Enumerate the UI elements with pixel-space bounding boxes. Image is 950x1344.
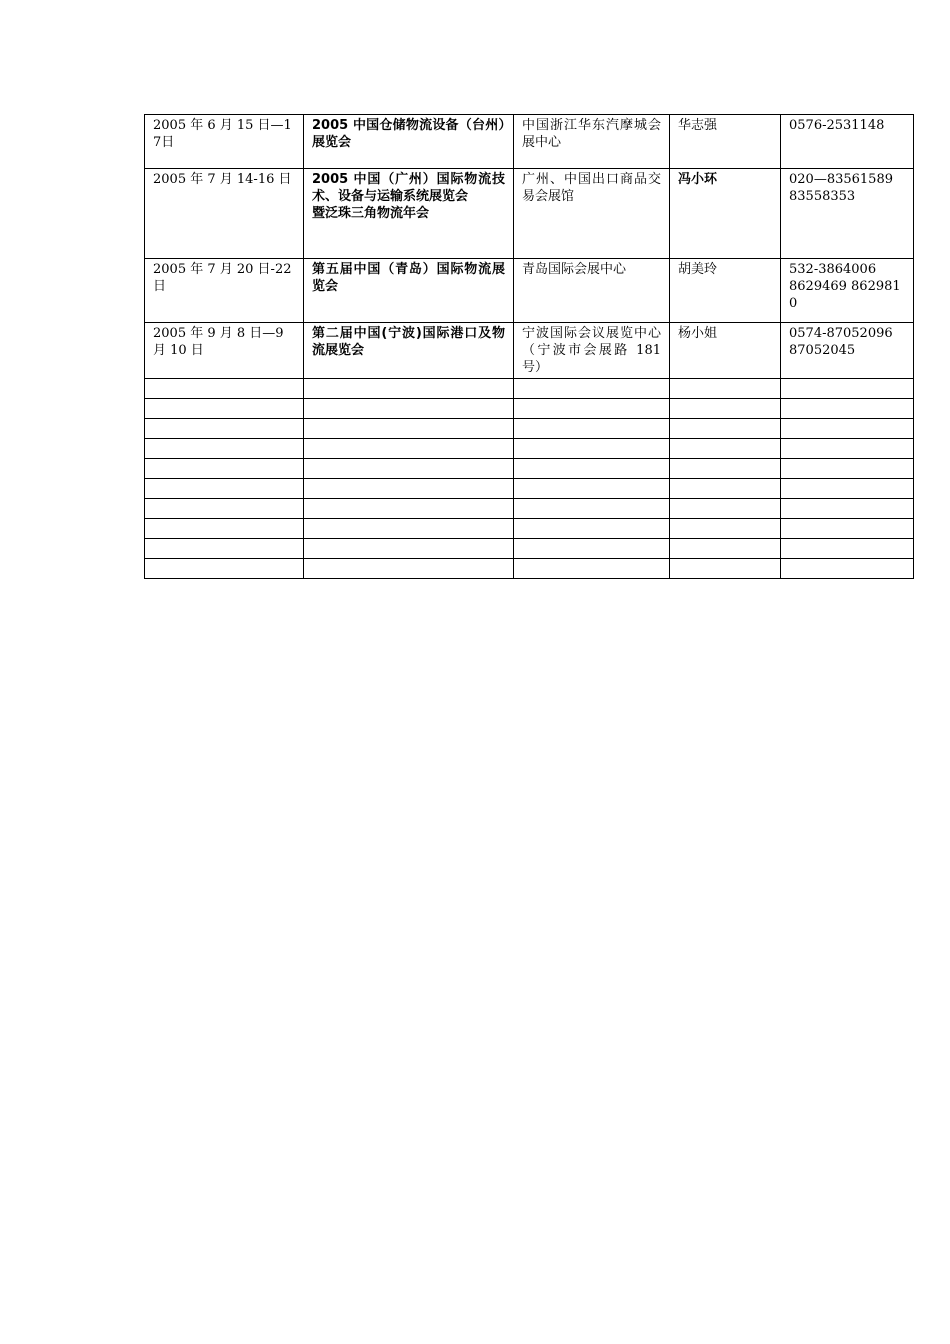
event-date: 2005 年 7 月 14-16 日 [145, 169, 304, 259]
event-venue: 青岛国际会展中心 [514, 259, 670, 323]
empty-cell [514, 539, 670, 559]
empty-cell [145, 499, 304, 519]
empty-cell [781, 379, 914, 399]
table-row [145, 259, 914, 323]
empty-cell [670, 519, 781, 539]
empty-cell [514, 479, 670, 499]
empty-row [145, 399, 914, 419]
event-contact: 冯小环 [670, 169, 781, 259]
event-name [304, 169, 514, 259]
empty-cell [304, 499, 514, 519]
phone-line: 0574-87052096 [789, 326, 893, 341]
event-date: 2005 年 7 月 20 日-22 日 [145, 259, 304, 323]
empty-cell [145, 539, 304, 559]
phone-line: 0576-2531148 [789, 118, 885, 133]
empty-cell [670, 439, 781, 459]
empty-cell [304, 559, 514, 579]
empty-cell [304, 399, 514, 419]
empty-row [145, 379, 914, 399]
empty-cell [781, 459, 914, 479]
phone-line: 83558353 [789, 189, 856, 204]
empty-cell [514, 419, 670, 439]
empty-cell [514, 399, 670, 419]
event-contact: 胡美玲 [670, 259, 781, 323]
event-phone [781, 115, 914, 169]
empty-cell [304, 379, 514, 399]
event-name: 第二届中国(宁波)国际港口及物流展览会 [304, 323, 514, 379]
event-phone [781, 259, 914, 323]
empty-cell [670, 459, 781, 479]
phone-line: 532-3864006 [789, 262, 877, 277]
empty-cell [145, 479, 304, 499]
empty-cell [304, 439, 514, 459]
empty-cell [781, 399, 914, 419]
empty-cell [670, 419, 781, 439]
empty-cell [145, 379, 304, 399]
empty-cell [781, 499, 914, 519]
event-date: 2005 年 9 月 8 日—9 月 10 日 [145, 323, 304, 379]
event-venue: 宁波国际会议展览中心（宁波市会展路 181 号） [514, 323, 670, 379]
empty-cell [514, 379, 670, 399]
phone-line: 8629469 8629810 [789, 279, 901, 311]
empty-cell [514, 499, 670, 519]
table-row [145, 115, 914, 169]
event-contact: 华志强 [670, 115, 781, 169]
empty-row [145, 519, 914, 539]
empty-row [145, 459, 914, 479]
event-name: 2005 中国仓储物流设备（台州）展览会 [304, 115, 514, 169]
empty-cell [781, 479, 914, 499]
empty-cell [781, 539, 914, 559]
empty-cell [670, 559, 781, 579]
empty-cell [304, 459, 514, 479]
empty-cell [781, 419, 914, 439]
empty-row [145, 499, 914, 519]
empty-cell [304, 519, 514, 539]
empty-cell [781, 559, 914, 579]
empty-cell [514, 459, 670, 479]
empty-cell [145, 399, 304, 419]
empty-cell [670, 539, 781, 559]
empty-cell [670, 499, 781, 519]
table-row [145, 169, 914, 259]
event-name: 第五届中国（青岛）国际物流展览会 [304, 259, 514, 323]
empty-row [145, 559, 914, 579]
empty-cell [145, 419, 304, 439]
empty-cell [670, 479, 781, 499]
empty-cell [514, 439, 670, 459]
empty-cell [514, 559, 670, 579]
empty-row [145, 419, 914, 439]
empty-row [145, 539, 914, 559]
event-date: 2005 年 6 月 15 日—17日 [145, 115, 304, 169]
empty-cell [670, 379, 781, 399]
empty-row [145, 479, 914, 499]
event-name-line: 2005 中国（广州）国际物流技术、设备与运输系统展览会 [312, 172, 505, 204]
empty-cell [145, 439, 304, 459]
empty-row [145, 439, 914, 459]
empty-cell [145, 459, 304, 479]
empty-cell [514, 519, 670, 539]
event-phone [781, 323, 914, 379]
empty-cell [304, 479, 514, 499]
empty-cell [670, 399, 781, 419]
event-venue: 中国浙江华东汽摩城会展中心 [514, 115, 670, 169]
phone-line: 87052045 [789, 343, 856, 358]
table-row [145, 323, 914, 379]
phone-line: 020—83561589 [789, 172, 893, 187]
empty-cell [304, 539, 514, 559]
event-contact: 杨小姐 [670, 323, 781, 379]
exhibition-table [144, 114, 914, 579]
event-name-line: 暨泛珠三角物流年会 [312, 206, 430, 221]
empty-cell [781, 439, 914, 459]
event-venue: 广州、中国出口商品交易会展馆 [514, 169, 670, 259]
empty-cell [781, 519, 914, 539]
empty-cell [145, 559, 304, 579]
empty-cell [145, 519, 304, 539]
empty-cell [304, 419, 514, 439]
event-phone [781, 169, 914, 259]
